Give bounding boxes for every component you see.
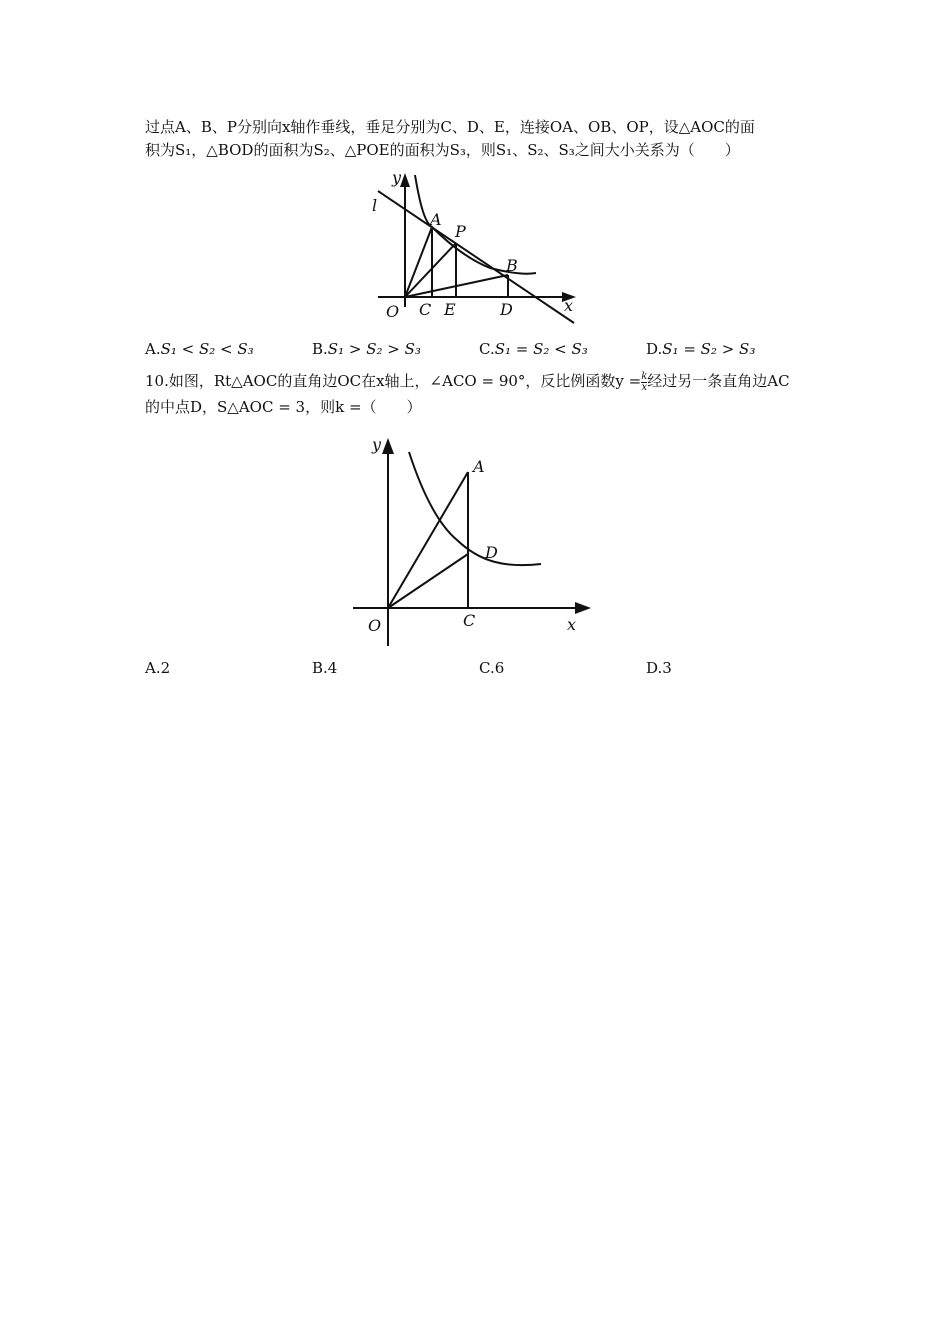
q9-option-a[interactable] — [145, 339, 254, 359]
q9-label-x: x — [564, 296, 574, 315]
q9-option-d-text: S₁ = S₂ > S₃ — [662, 340, 756, 358]
q10-option-d[interactable] — [646, 658, 672, 678]
q10-option-b-letter: B. — [312, 659, 328, 677]
q9-label-A: A — [430, 210, 442, 229]
q9-label-D: D — [500, 300, 513, 319]
q10-frac-den: x — [641, 381, 648, 393]
q10-option-c[interactable] — [479, 658, 504, 678]
q10-option-d-letter: D. — [646, 659, 663, 677]
q9-figure — [360, 165, 590, 325]
q9-option-d[interactable] — [646, 339, 755, 359]
q10-x-arrow — [575, 602, 591, 614]
q10-option-a[interactable] — [145, 658, 170, 678]
q9-label-O: O — [386, 302, 400, 321]
q10-label-O: O — [368, 616, 382, 635]
q10-option-a-text: 2 — [160, 659, 171, 677]
q10-y-arrow — [382, 438, 394, 454]
q10-figure — [345, 430, 600, 650]
q10-text-line1 — [145, 371, 790, 393]
q9-label-P: P — [455, 222, 466, 241]
q10-option-a-letter: A. — [145, 659, 161, 677]
q10-option-b[interactable] — [312, 658, 337, 678]
q10-option-c-text: 6 — [494, 659, 505, 677]
q10-label-y: y — [372, 435, 382, 454]
q9-label-l: l — [372, 196, 378, 215]
q9-option-a-text: S₁ < S₂ < S₃ — [160, 340, 254, 358]
q9-line-l — [378, 191, 574, 323]
q9-option-c-text: S₁ = S₂ < S₃ — [494, 340, 588, 358]
q9-seg-OP — [405, 243, 456, 297]
q10-option-d-text: 3 — [662, 659, 672, 677]
q10-frac-num: k — [641, 370, 648, 382]
q10-text-line1-b: 经过另一条直角边AC — [647, 372, 790, 390]
q9-text-line2: 积为S₁，△BOD的面积为S₂、△POE的面积为S₃，则S₁、S₂、S₃之间大小关系为（ ） — [145, 141, 740, 159]
q10-seg-OD — [388, 554, 468, 608]
q9-option-d-letter: D. — [646, 340, 663, 358]
q9-label-C: C — [419, 300, 432, 319]
q10-label-C: C — [463, 611, 476, 630]
q10-option-c-letter: C. — [479, 659, 495, 677]
q9-option-b-letter: B. — [312, 340, 328, 358]
q9-label-E: E — [444, 300, 456, 319]
q9-text-line1: 过点A、B、P分别向x轴作垂线，垂足分别为C、D、E，连接OA、OB、OP，设△AOC的面 — [145, 118, 755, 136]
q10-label-x: x — [567, 615, 577, 634]
q9-option-b-text: S₁ > S₂ > S₃ — [327, 340, 421, 358]
q9-option-a-letter: A. — [145, 340, 161, 358]
q9-seg-OA — [405, 227, 432, 297]
q9-label-B: B — [506, 256, 518, 275]
q10-text-line2: 的中点D，S△AOC = 3，则k =（ ） — [145, 398, 422, 416]
q9-option-c[interactable] — [479, 339, 588, 359]
q9-label-y: y — [392, 168, 402, 187]
q9-y-arrow — [400, 173, 410, 187]
q10-text-line1-a: 10.如图，Rt△AOC的直角边OC在x轴上，∠ACO = 90°，反比例函数y = — [145, 372, 642, 390]
q9-option-c-letter: C. — [479, 340, 495, 358]
q10-label-D: D — [485, 543, 498, 562]
q10-label-A: A — [473, 457, 485, 476]
q10-option-b-text: 4 — [327, 659, 338, 677]
q9-option-b[interactable] — [312, 339, 421, 359]
